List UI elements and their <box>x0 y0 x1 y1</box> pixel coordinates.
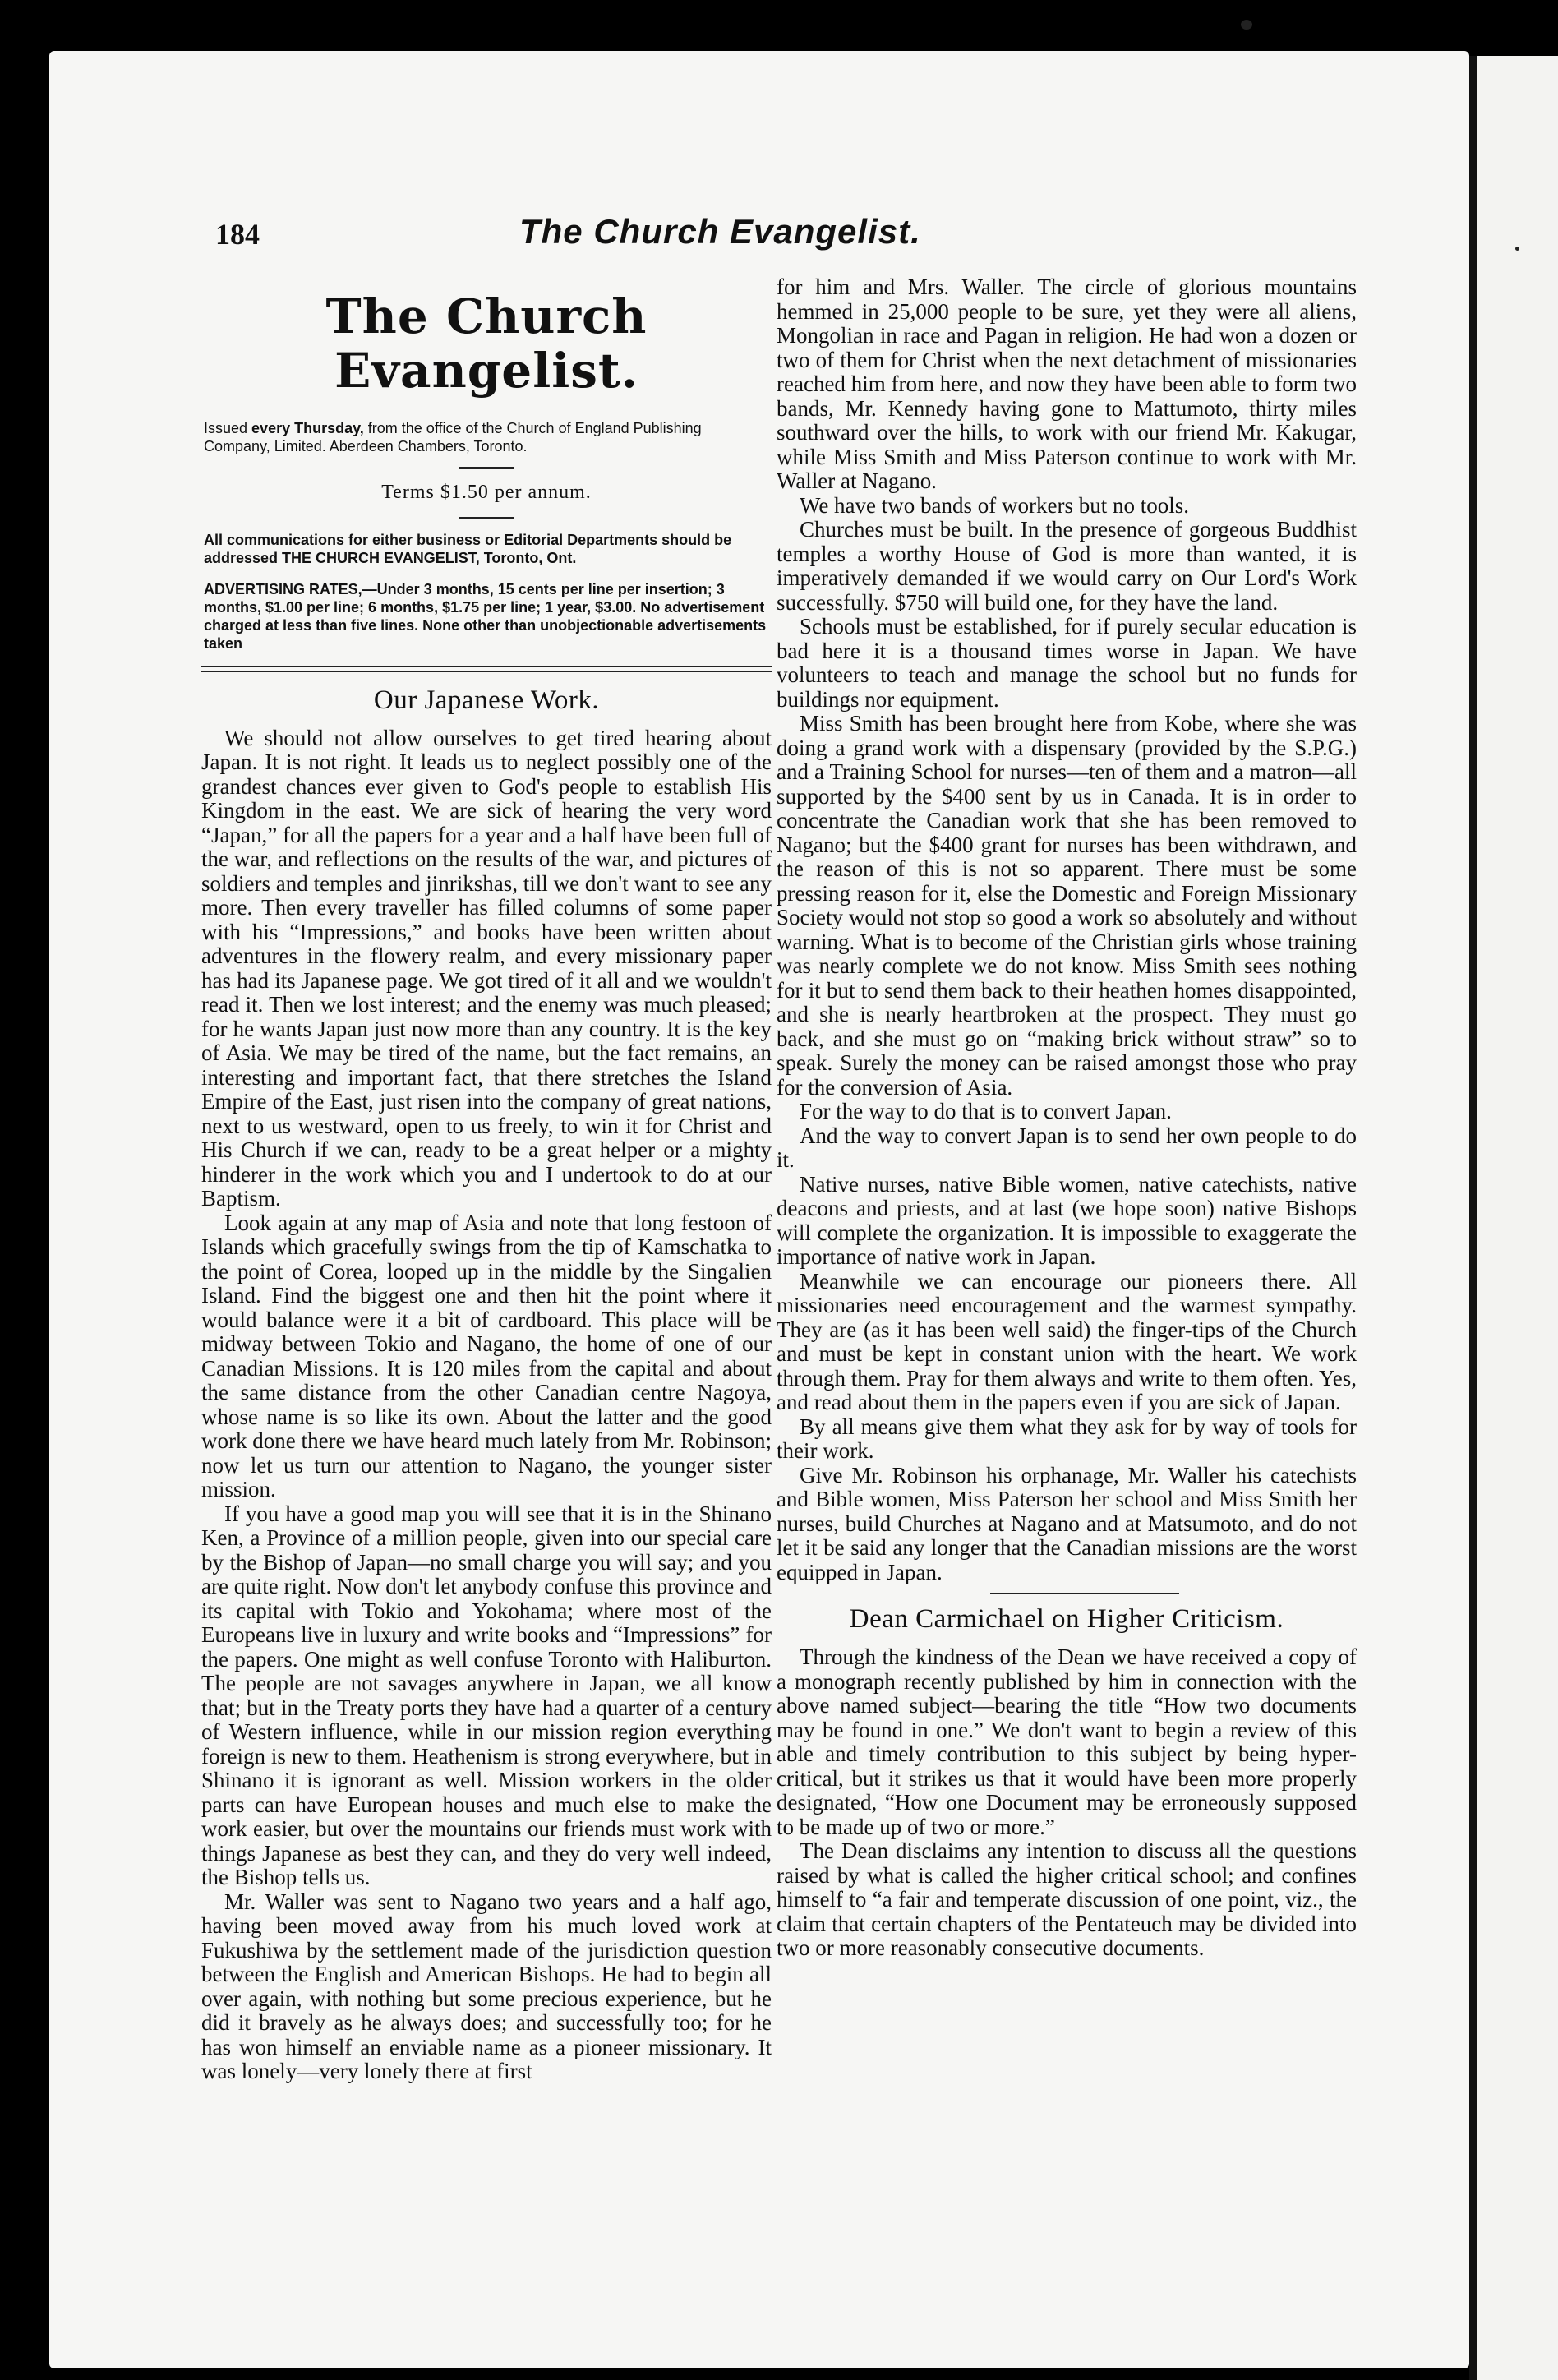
article-paragraph: Mr. Waller was sent to Nagano two years and a half ago, having been moved away from his much loved work at Fukushiwa by the settlement made of the jurisdiction question between the English and American Bishops. He had to begin all over again, with nothing but some precious experience, but he did it bravely as he always does; and successfully too; for he has won himself an enviable name as a pioneer missionary. It was lonely—very lonely there at first <box>201 1889 772 2083</box>
divider <box>459 467 514 469</box>
issued-frequency: every Thursday, <box>251 420 364 436</box>
right-column <box>777 275 1357 1961</box>
divider <box>459 517 514 519</box>
running-title: The Church Evangelist. <box>519 212 921 251</box>
article-paragraph: Through the kindness of the Dean we have received a copy of a monograph recently published by him in connection with the above named subject—bearing the title “How two documents may be found in one.” We don't want to begin a review of this able and timely contribution to this subject by being hyper-critical, but it strikes us that it would have been more properly designated, “How one Document may be erroneously supposed to be made up of two or more.” <box>777 1644 1357 1839</box>
subscription-terms: Terms $1.50 per annum. <box>381 482 592 503</box>
issued-prefix: Issued <box>204 420 252 436</box>
double-rule <box>201 666 772 672</box>
issued-rest: from the office of the Church of England Publishing Company, Limited. Aberdeen Chambers, Toronto. <box>204 420 702 454</box>
article-paragraph: Meanwhile we can encourage our pioneers there. All missionaries need encouragement and the warmest sympathy. They are (as it has been well said) the finger-tips of the Church and must be kept in constant union with the heart. We work through them. Pray for them always and write to them often. Yes, and read about them in the papers even if you are sick of Japan. <box>777 1268 1357 1414</box>
issued-notice <box>201 419 772 455</box>
article-paragraph: Miss Smith has been brought here from Kobe, where she was doing a grand work with a dispensary (provided by the S.P.G.) and a Training School for nurses—ten of them and a matron—all supported by the $400 sent by us in Canada. It is in order to concentrate the Canadian work that she has been removed to Nagano; but the $400 grant for nurses has been withdrawn, and the reason of this is not so apparent. There must be some pressing reason for it, else the Domestic and Foreign Missionary Society would not stop so good a work so absolutely and without warning. What is to become of the Christian girls whose training was nearly complete we do not know. Miss Smith sees nothing for it but to send them back to their heathen homes disappointed, and she is nearly heartbroken at the prospect. They must go back, and she must go on “making brick without straw” so to speak. Surely the money can be raised amongst those who pray for the conversion of Asia. <box>777 711 1357 1100</box>
advertising-rates: ADVERTISING RATES,—Under 3 months, 15 cents per line per insertion; 3 months, $1.00 per line; 6 months, $1.75 per line; 1 year, $3.00. No advertisement charged at less than five lines. None other than unobjectionable advertisements taken <box>204 580 767 652</box>
article-paragraph: If you have a good map you will see that it is in the Shinano Ken, a Province of a million people, given into our special care by the Bishop of Japan—no small charge you will say; and you are quite right. Now don't let anybody confuse this province and its capital with Tokio and Yokohama; where most of the Europeans live in luxury and write books and “Impressions” for the papers. One might as well confuse Toronto with Haliburton. The people are not savages anywhere in Japan, we all know that; but in the Treaty ports they have had a quarter of a century of Western influence, while in our mission region everything foreign is new to them. Heathenism is strong everywhere, but in Shinano it is ignorant as well. Mission workers in the older parts can have European houses and much else to make the work easier, but over the mountains our friends must work with things Japanese as best they can, and they do very well indeed, the Bishop tells us. <box>201 1501 772 1889</box>
article-paragraph: We should not allow ourselves to get tired hearing about Japan. It is not right. It leads us to neglect possibly one of the grandest chances ever given to God's people to establish His Kingdom in the east. We are sick of hearing the very word “Japan,” for all the papers for a year and a half have been full of the war, and reflections on the results of the war, and pictures of soldiers and temples and jinrikshas, till we don't want to see any more. Then every traveller has filled columns of some paper with his “Impressions,” and books have been written about adventures in the flowery realm, and every missionary paper has had its Japanese page. We got tired of it all and we wouldn't read it. Then we lost interest; and the enemy was much pleased; for he wants Japan just now more than any country. It is the key of Asia. We may be tired of the name, but the fact remains, an interesting and important fact, that there stretches the Island Empire of the East, just risen into the company of great nations, next to us westward, open to us freely, to win it for Christ and His Church if we can, ready to be a great helper or a mighty hinderer in the work which you and I undertook to do at our Baptism. <box>201 725 772 1211</box>
article-title: Our Japanese Work. <box>373 685 600 715</box>
communications-note: All communications for either business or Editorial Departments should be addressed THE CHURCH EVANGELIST, Toronto, Ont. <box>204 531 732 566</box>
divider <box>990 1593 1179 1594</box>
article-paragraph: for him and Mrs. Waller. The circle of glorious mountains hemmed in 25,000 people to be sure, yet they were all aliens, Mongolian in race and Pagan in religion. He had won a dozen or two of them for Christ when the next detachment of missionaries reached him from here, and now they have been able to form two bands, Mr. Kennedy having gone to Mattumoto, thirty miles southward over the hills, to work with our friend Mr. Kakugar, while Miss Smith and Miss Paterson continue to work with Mr. Waller at Nagano. <box>777 274 1357 493</box>
article-title: Dean Carmichael on Higher Criticism. <box>849 1604 1284 1634</box>
article-paragraph: Native nurses, native Bible women, native catechists, native deacons and priests, and at last (we hope soon) native Bishops will complete the organization. It is impossible to exaggerate the importance of native work in Japan. <box>777 1171 1357 1269</box>
article-paragraph: We have two bands of workers but no tools. <box>800 492 1189 518</box>
article-paragraph: Give Mr. Robinson his orphanage, Mr. Waller his catechists and Bible women, Miss Paterson her school and Miss Smith her nurses, build Churches at Nagano and at Matsumoto, and do not let it be said any longer that the Canadian missions are the worst equipped in Japan. <box>777 1462 1357 1584</box>
article-paragraph: Look again at any map of Asia and note that long festoon of Islands which gracefully swings from the tip of Kamschatka to the point of Corea, looped up in the middle by the Singalien Island. Find the biggest one and then hit the point where it would balance were it a bit of cardboard. This place will be midway between Tokio and Nagano, the home of one of our Canadian Missions. It is 120 miles from the capital and about the same distance from the other Canadian centre Nagoya, whose name is so like its own. About the latter and the good work done there we have heard much lately from Mr. Robinson; now let us turn our attention to Nagano, the younger sister mission. <box>201 1210 772 1501</box>
masthead: The Church Evangelist. <box>325 288 648 399</box>
left-column <box>201 271 772 2084</box>
scan-speck <box>1241 20 1252 30</box>
running-head <box>215 212 1379 261</box>
article-paragraph: By all means give them what they ask for by way of tools for their work. <box>777 1414 1357 1463</box>
article-paragraph: And the way to convert Japan is to send her own people to do it. <box>777 1123 1357 1172</box>
scan-speck <box>1515 247 1519 251</box>
article-paragraph: Schools must be established, for if purely secular education is bad here it is a thousand times worse in Japan. We have volunteers to teach and manage the school but no funds for buildings nor equipment. <box>777 614 1357 712</box>
page-number: 184 <box>215 218 260 251</box>
adjacent-page-edge <box>1469 56 1558 2380</box>
article-paragraph: The Dean disclaims any intention to discuss all the questions raised by what is called the higher critical school; and confines himself to “a fair and temperate discussion of one point, viz., the claim that certain chapters of the Pentateuch may be divided into two or more reasonably consecutive documents. <box>777 1838 1357 1960</box>
article-paragraph: For the way to do that is to convert Japan. <box>800 1099 1172 1123</box>
article-paragraph: Churches must be built. In the presence of gorgeous Buddhist temples a worthy House of God is more than wanted, it is imperatively demanded if we would carry on Our Lord's Work successfully. $750 will build one, for they have the land. <box>777 517 1357 615</box>
